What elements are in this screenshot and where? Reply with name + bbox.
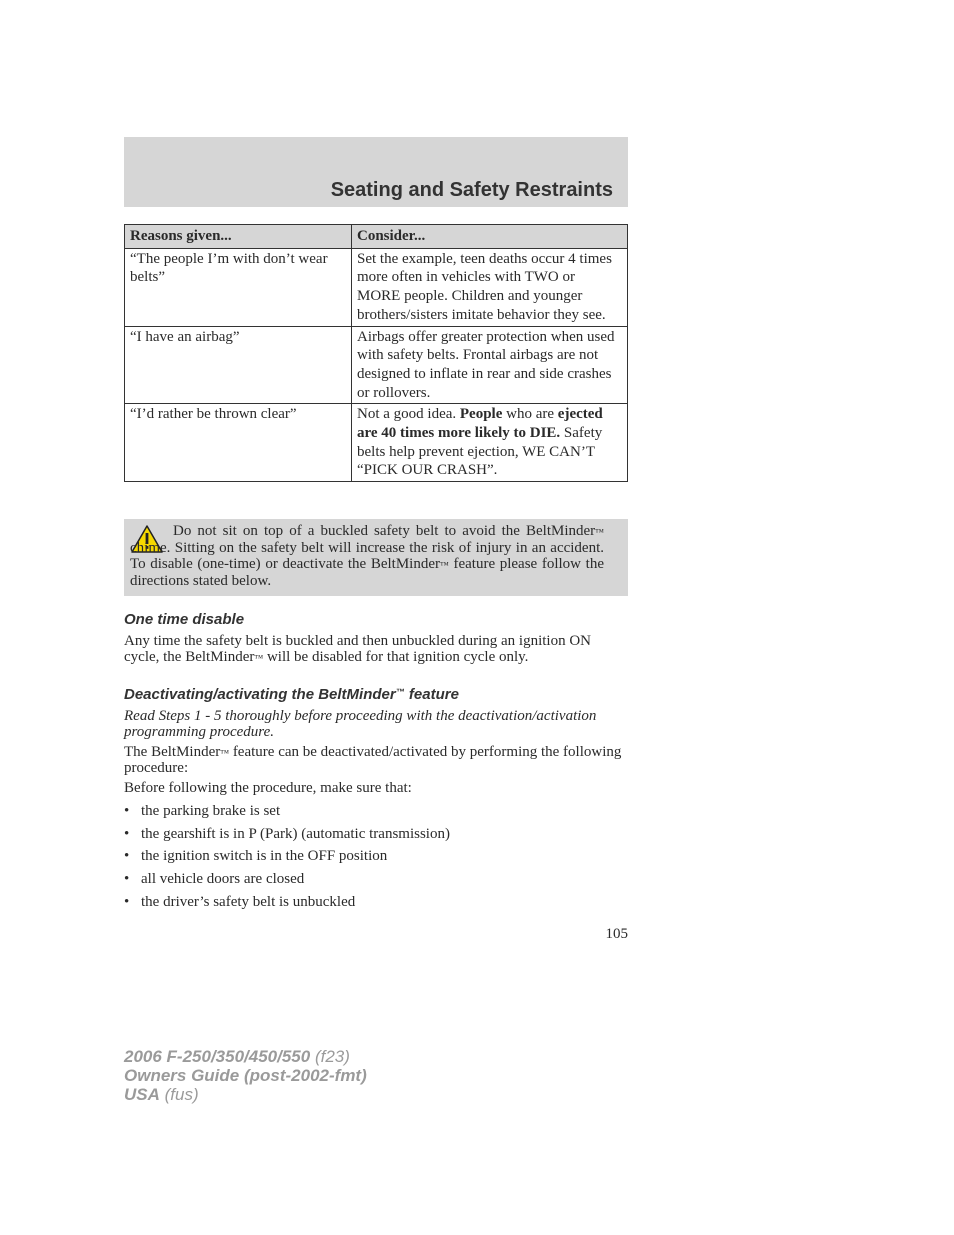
list-item-text: the gearshift is in P (Park) (automatic transmission) bbox=[141, 826, 450, 842]
list-item-text: the parking brake is set bbox=[141, 803, 281, 819]
trademark-symbol: ™ bbox=[395, 687, 405, 697]
trademark-symbol: ™ bbox=[254, 652, 264, 663]
consider-cell bbox=[352, 404, 628, 482]
column-header-reasons: Reasons given... bbox=[125, 225, 352, 249]
footer-document-id bbox=[124, 1047, 367, 1104]
deactivating-heading bbox=[124, 686, 459, 703]
trademark-symbol: ™ bbox=[440, 560, 449, 570]
footer-line bbox=[124, 1085, 367, 1104]
before-following-paragraph: Before following the procedure, make sure that: bbox=[124, 780, 412, 796]
section-header-bar bbox=[124, 137, 628, 207]
paragraph-text: feature can be deactivated/activated by performing the following procedure: bbox=[124, 744, 622, 776]
beltminder-paragraph bbox=[124, 745, 624, 776]
list-item-text: all vehicle doors are closed bbox=[141, 871, 305, 887]
warning-text-part: chime. Sitting on the safety belt will increase the risk of injury in an accident. To disable (one-time) or deactivate the BeltMinder bbox=[130, 539, 604, 572]
warning-box bbox=[124, 519, 628, 596]
footer-region: USA bbox=[124, 1085, 160, 1104]
list-item: • the gearshift is in P (Park) (automatic transmission) bbox=[124, 826, 450, 842]
footer-code: (f23) bbox=[310, 1047, 350, 1066]
footer-model: 2006 F-250/350/450/550 bbox=[124, 1047, 311, 1066]
list-item-text: the driver’s safety belt is unbuckled bbox=[141, 894, 356, 910]
reason-cell: “The people I’m with don’t wear belts” bbox=[125, 248, 352, 326]
list-item: • the ignition switch is in the OFF position bbox=[124, 848, 388, 864]
list-item: • the driver’s safety belt is unbuckled bbox=[124, 894, 356, 910]
paragraph-text: The BeltMinder bbox=[124, 744, 221, 760]
heading-text: Deactivating/activating the BeltMinder bbox=[124, 686, 396, 703]
consider-bold-text: ejected are 40 times more likely to DIE. bbox=[357, 406, 603, 442]
section-title: Seating and Safety Restraints bbox=[330, 179, 613, 201]
heading-text: feature bbox=[404, 686, 459, 703]
consider-text: Safety belts help prevent ejection, WE CAN’T “PICK OUR CRASH”. bbox=[357, 425, 603, 479]
consider-text: Not a good idea. bbox=[357, 406, 460, 423]
paragraph-text: will be disabled for that ignition cycle only. bbox=[263, 648, 529, 665]
warning-text bbox=[130, 523, 604, 589]
table-header-row bbox=[125, 225, 628, 249]
list-item-text: the ignition switch is in the OFF position bbox=[141, 848, 388, 864]
reasons-table bbox=[124, 224, 628, 482]
list-item: • the parking brake is set bbox=[124, 803, 281, 819]
table-row bbox=[125, 326, 628, 404]
consider-bold-text: People bbox=[459, 406, 503, 423]
read-steps-note: Read Steps 1 - 5 thoroughly before proceeding with the deactivation/activation programming procedure. bbox=[124, 708, 597, 740]
footer-line bbox=[124, 1066, 367, 1085]
paragraph-text: Any time the safety belt is buckled and then unbuckled during an ignition ON cycle, the BeltMinder bbox=[124, 633, 591, 665]
column-header-consider: Consider... bbox=[352, 225, 628, 249]
warning-text-part: Do not sit on top of a buckled safety belt to avoid the BeltMinder bbox=[173, 523, 596, 539]
one-time-disable-paragraph bbox=[124, 634, 624, 665]
trademark-symbol: ™ bbox=[595, 527, 604, 537]
footer-code: (fus) bbox=[159, 1085, 199, 1104]
list-item: • all vehicle doors are closed bbox=[124, 871, 305, 887]
reason-cell: “I’d rather be thrown clear” bbox=[125, 404, 352, 482]
reason-cell: “I have an airbag” bbox=[125, 326, 352, 404]
consider-cell: Airbags offer greater protection when used with safety belts. Frontal airbags are not designed to inflate in rear and side crashes or rollovers. bbox=[352, 326, 628, 404]
trademark-symbol: ™ bbox=[220, 748, 230, 758]
one-time-disable-heading: One time disable bbox=[124, 611, 245, 628]
footer-guide: Owners Guide (post-2002-fmt) bbox=[124, 1066, 367, 1085]
table-row bbox=[125, 404, 628, 482]
warning-text-part: feature please follow the directions stated below. bbox=[130, 556, 604, 589]
table-row bbox=[125, 248, 628, 326]
consider-cell: Set the example, teen deaths occur 4 times more often in vehicles with TWO or MORE people. Children and younger brothers/sisters imitate behavior they see. bbox=[352, 248, 628, 326]
consider-text: who are bbox=[502, 406, 558, 423]
footer-line bbox=[124, 1047, 367, 1066]
page-number: 105 bbox=[605, 926, 628, 942]
